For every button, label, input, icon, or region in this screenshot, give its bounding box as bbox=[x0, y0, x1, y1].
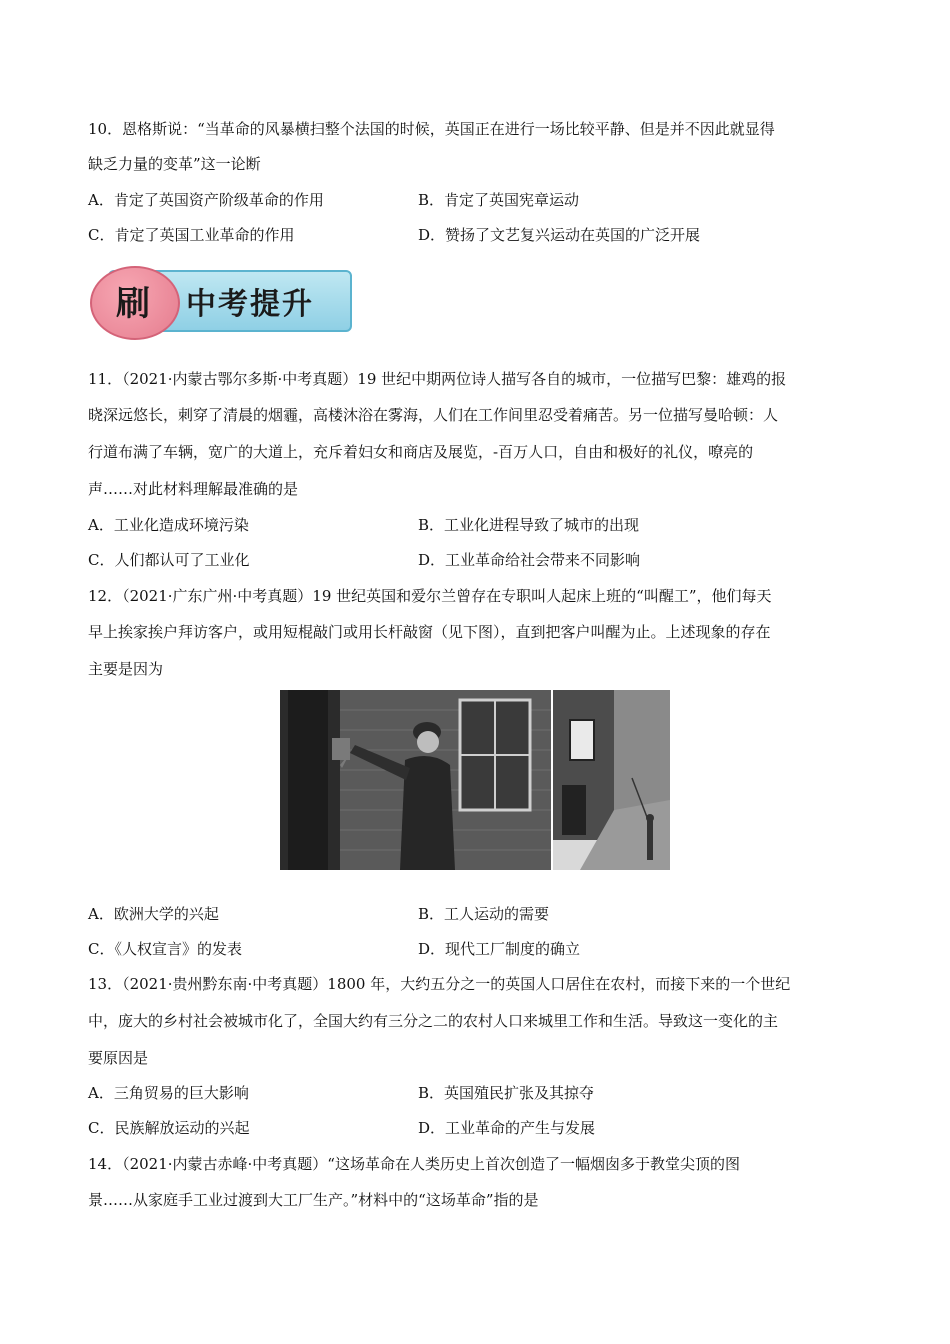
q12-option-a: A．欧洲大学的兴起 bbox=[88, 905, 219, 923]
q12-option-b: B．工人运动的需要 bbox=[418, 905, 550, 923]
q13-stem-line1: 13．（2021·贵州黔东南·中考真题）1800 年，大约五分之一的英国人口居住在农村，而接下来的一个世纪 bbox=[88, 975, 791, 993]
q10-option-c: C．肯定了英国工业革命的作用 bbox=[88, 226, 295, 244]
section-badge-char: 刷 bbox=[116, 284, 150, 324]
q12-stem-line2: 早上挨家挨户拜访客户，或用短棍敲门或用长杆敲窗（见下图），直到把客户叫醒为止。上述现象的存在 bbox=[88, 623, 771, 641]
q11-option-d: D．工业革命给社会带来不同影响 bbox=[418, 551, 641, 569]
q11-option-b: B．工业化进程导致了城市的出现 bbox=[418, 516, 640, 534]
q12-stem-line3: 主要是因为 bbox=[88, 660, 164, 678]
q10-stem-line1: 10．恩格斯说：“当革命的风暴横扫整个法国的时候，英国正在进行一场比较平静、但是并不因此就显得 bbox=[88, 120, 775, 138]
q14-stem-line2: 景……从家庭手工业过渡到大工厂生产。”材料中的“这场革命”指的是 bbox=[88, 1191, 539, 1209]
q10-stem-line2: 缺乏力量的变革”这一论断 bbox=[88, 155, 261, 173]
section-badge-title: 中考提升 bbox=[186, 287, 314, 322]
section-badge bbox=[90, 266, 350, 338]
q12-option-c: C．《人权宣言》的发表 bbox=[88, 940, 242, 958]
q11-stem-line1: 11．（2021·内蒙古鄂尔多斯·中考真题）19 世纪中期两位诗人描写各自的城市，一位描写巴黎：雄鸡的报 bbox=[88, 370, 787, 388]
q10-option-a: A．肯定了英国资产阶级革命的作用 bbox=[88, 191, 324, 209]
q13-stem-line2: 中，庞大的乡村社会被城市化了，全国大约有三分之二的农村人口来城里工作和生活。导致这一变化的主 bbox=[88, 1012, 779, 1030]
q11-option-c: C．人们都认可了工业化 bbox=[88, 551, 250, 569]
q14-stem-line1: 14．（2021·内蒙古赤峰·中考真题）“这场革命在人类历史上首次创造了一幅烟囱多于教堂尖顶的图 bbox=[88, 1155, 740, 1173]
q10-option-b: B．肯定了英国宪章运动 bbox=[418, 191, 580, 209]
q11-stem-line4: 声……对此材料理解最准确的是 bbox=[88, 480, 299, 498]
knocker-up-photo bbox=[280, 690, 670, 870]
q11-stem-line2: 晓深远悠长，刺穿了清晨的烟霾，高楼沐浴在雾海，人们在工作间里忍受着痛苦。另一位描写曼哈顿：人 bbox=[88, 406, 779, 424]
q12-stem-line1: 12．（2021·广东广州·中考真题）19 世纪英国和爱尔兰曾存在专职叫人起床上班的“叫醒工”，他们每天 bbox=[88, 587, 772, 605]
q11-option-a: A．工业化造成环境污染 bbox=[88, 516, 249, 534]
q13-option-c: C．民族解放运动的兴起 bbox=[88, 1119, 250, 1137]
q11-stem-line3: 行道布满了车辆，宽广的大道上，充斥着妇女和商店及展览，-百万人口，自由和极好的礼仪，嘹亮的 bbox=[88, 443, 754, 461]
q13-option-d: D．工业革命的产生与发展 bbox=[418, 1119, 596, 1137]
q13-stem-line3: 要原因是 bbox=[88, 1049, 149, 1067]
q13-option-a: A．三角贸易的巨大影响 bbox=[88, 1084, 249, 1102]
q10-option-d: D．赞扬了文艺复兴运动在英国的广泛开展 bbox=[418, 226, 701, 244]
q12-option-d: D．现代工厂制度的确立 bbox=[418, 940, 581, 958]
q13-option-b: B．英国殖民扩张及其掠夺 bbox=[418, 1084, 595, 1102]
